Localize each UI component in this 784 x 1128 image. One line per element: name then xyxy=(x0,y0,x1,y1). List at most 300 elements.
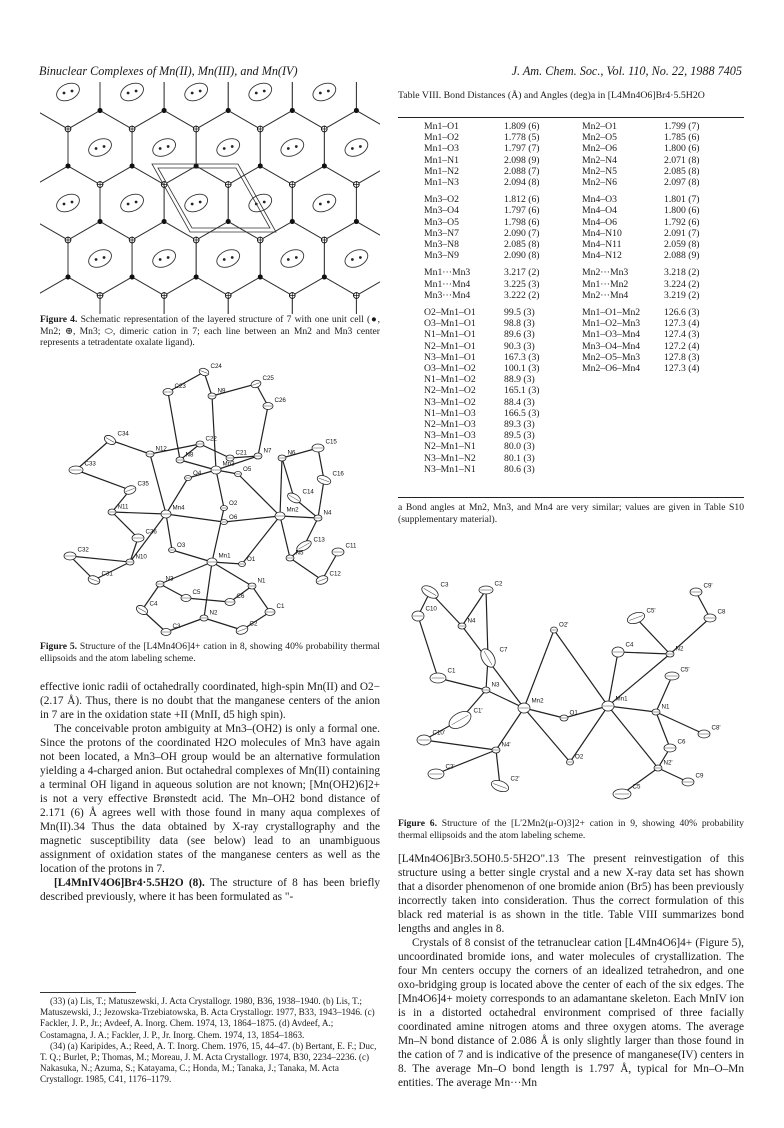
bond-line xyxy=(554,630,608,706)
bond-label-cell xyxy=(582,408,664,419)
atom-label: C2' xyxy=(510,775,520,783)
figure-4-layered-structure-diagram xyxy=(40,82,380,314)
atom-label: Mn2 xyxy=(286,506,299,514)
table-row xyxy=(424,194,724,205)
bond-label-cell: Mn2···Mn4 xyxy=(582,289,629,301)
bond-value-cell: 89.6 (3) xyxy=(504,329,535,341)
atom-label: C26 xyxy=(274,397,286,404)
atom-label: C11 xyxy=(345,542,356,550)
bond-value-cell: 126.6 (3) xyxy=(664,307,700,319)
dimeric-cation-icon xyxy=(342,246,371,271)
bond-label-cell: N1–Mn1–O1 xyxy=(424,329,476,341)
atom-label: Mn1 xyxy=(615,695,628,703)
table-row xyxy=(424,217,724,228)
atom-label: C1' xyxy=(473,707,483,715)
dimeric-cation-icon xyxy=(118,191,147,216)
bond-value-cell xyxy=(664,385,724,396)
atom-label: C5 xyxy=(632,783,641,791)
dimeric-cation-icon xyxy=(86,135,115,160)
figure-5-label: Figure 5. xyxy=(40,641,78,652)
figure-5-caption xyxy=(40,641,380,664)
atom-label: C6 xyxy=(236,593,245,600)
table-row xyxy=(424,419,724,430)
bond-line xyxy=(110,440,150,454)
bond-label-cell: Mn1···Mn4 xyxy=(424,278,471,290)
bond-label-cell: Mn4–N10 xyxy=(582,227,622,239)
bond-label-cell: Mn2–N5 xyxy=(582,165,617,177)
bond-line xyxy=(168,372,204,392)
dimeric-cation-icon xyxy=(310,191,339,216)
bond-value-cell: 1.797 (7) xyxy=(504,143,540,155)
dimeric-cation-icon xyxy=(246,191,275,216)
bond-label-cell: O3–Mn1–O1 xyxy=(424,318,476,330)
mn2-site-icon xyxy=(226,108,231,113)
bond-line xyxy=(280,516,318,518)
bond-line xyxy=(618,652,670,654)
atom-label: O2' xyxy=(559,621,569,629)
bond-label-cell: Mn4–N12 xyxy=(582,250,622,262)
atom-label: N10 xyxy=(135,553,147,561)
bond-label-cell: Mn1···Mn3 xyxy=(424,267,471,279)
table-row xyxy=(424,155,724,166)
table-row xyxy=(424,453,724,464)
bond-line xyxy=(172,550,212,562)
atom-label: C2 xyxy=(249,620,258,628)
left-column-text xyxy=(40,680,380,904)
atom-label: N3 xyxy=(491,681,500,689)
bond-value-cell: 127.8 (3) xyxy=(664,351,700,363)
bond-line xyxy=(280,516,290,558)
bond-line xyxy=(486,590,488,658)
bond-value-cell: 1.798 (6) xyxy=(504,216,540,228)
dimeric-cation-icon xyxy=(118,82,147,104)
bond-label-cell: N3–Mn1–O1 xyxy=(424,351,476,363)
table-row xyxy=(424,329,724,340)
table-row xyxy=(424,279,724,290)
atom-label: C9 xyxy=(695,772,704,780)
bond-label-cell: Mn1–O3 xyxy=(424,143,459,155)
table-top-rule xyxy=(398,117,744,118)
table-8-body xyxy=(424,121,724,475)
mn2-site-icon xyxy=(98,108,103,113)
table-8-title xyxy=(398,90,744,102)
footnote-34: (34) (a) Karipides, A.; Reed, A. T. Inorg. Chem. 1976, 15, 44–47. (b) Bertant, E. F.; Duc, T. Q.; Burlet, P.; Thomas, M.; Moreau, J. M. Acta Crystallogr. 1974, B30, 2234–2236. (c) Nakasuka, N.; Azuma, S.; Katayama, C.; Honda, M.; Tanaka, J.; Tanaka, M. Acta Crystallogr. 1985, C41, 1176–1179. xyxy=(40,1040,377,1085)
bond-line xyxy=(76,470,130,490)
figure-6-caption-text: Structure of the [L′2Mn2(μ-O)3]2+ cation in 9, showing 40% probability thermal ellipsoids and the atom labeling scheme. xyxy=(398,818,744,841)
atom-label: N4' xyxy=(501,741,511,749)
dimeric-cation-icon xyxy=(54,82,83,104)
bond-label-cell: Mn2–O1 xyxy=(582,121,617,132)
bond-label-cell: Mn3–O4 xyxy=(424,205,459,217)
atom-label: C36 xyxy=(145,528,157,536)
bond-label-cell xyxy=(582,441,664,452)
atom-label: C14 xyxy=(302,488,314,496)
hex-cell xyxy=(40,111,68,185)
bond-value-cell: 1.792 (6) xyxy=(664,216,700,228)
atom-label: O5 xyxy=(243,466,252,473)
bond-line xyxy=(212,562,252,586)
table-row xyxy=(424,385,724,396)
bond-line xyxy=(204,618,242,630)
mn2-site-icon xyxy=(322,275,327,280)
bond-value-cell: 3.222 (2) xyxy=(504,289,540,301)
hex-cell xyxy=(196,111,260,185)
bond-label-cell: Mn1–N1 xyxy=(424,154,459,166)
figure-4-caption xyxy=(40,314,380,349)
bond-label-cell: Mn2–N4 xyxy=(582,154,617,166)
hex-cell xyxy=(196,222,260,296)
table-row xyxy=(424,307,724,318)
bond-label-cell: Mn3–N9 xyxy=(424,250,459,262)
bond-value-cell: 1.800 (6) xyxy=(664,205,700,217)
mn2-site-icon xyxy=(162,108,167,113)
atom-label: Mn2 xyxy=(531,697,544,705)
atom-label: N9 xyxy=(217,387,226,395)
mn2-site-icon xyxy=(322,164,327,169)
dimeric-cation-icon xyxy=(214,135,243,160)
bond-value-cell: 1.801 (7) xyxy=(664,194,700,206)
hex-cell xyxy=(260,111,324,185)
bond-value-cell: 3.225 (3) xyxy=(504,278,540,290)
bond-label-cell: Mn4–O4 xyxy=(582,205,617,217)
hex-cell xyxy=(68,222,132,296)
bond-value-cell: 127.4 (3) xyxy=(664,329,700,341)
table-bottom-rule xyxy=(398,497,744,498)
bond-label-cell: Mn3–N8 xyxy=(424,239,459,251)
bond-line xyxy=(608,706,658,768)
bond-label-cell xyxy=(582,419,664,430)
atom-label: C1 xyxy=(447,667,456,675)
atom-label: O2 xyxy=(229,500,238,507)
hex-cell xyxy=(40,222,68,296)
bond-value-cell: 165.1 (3) xyxy=(504,385,540,397)
bond-label-cell: O3–Mn1–O2 xyxy=(424,363,476,375)
atom-label: N6 xyxy=(287,449,296,457)
table-row xyxy=(424,441,724,452)
hex-cell xyxy=(132,222,196,296)
atom-label: O1 xyxy=(569,709,578,717)
dimeric-cation-icon xyxy=(182,82,211,104)
atom-label: N11 xyxy=(117,503,129,511)
table-row xyxy=(424,228,724,239)
atom-label: C22 xyxy=(205,435,217,443)
bond-label-cell: Mn2···Mn3 xyxy=(582,267,629,279)
bond-label-cell xyxy=(582,453,664,464)
bond-line xyxy=(186,598,230,602)
table-row xyxy=(424,363,724,374)
table-row xyxy=(424,464,724,475)
atom-label: C10 xyxy=(425,605,437,613)
bond-line xyxy=(238,474,280,516)
bond-label-cell: N1–Mn1–O3 xyxy=(424,407,476,419)
figure-4-caption-text: Schematic representation of the layered structure of 7 with one unit cell (●, Mn2; ⊕, Mn3; ⬭, dimeric cation in 7; each line between an Mn2 and Mn3 center represents a tetradentate oxalate ligand). xyxy=(40,314,380,349)
bond-value-cell xyxy=(664,464,724,475)
figure-6-ortep-structure xyxy=(404,572,744,810)
atom-label: C24 xyxy=(210,363,222,370)
hex-cell xyxy=(292,166,356,240)
running-header-left: Binuclear Complexes of Mn(II), Mn(III), and Mn(IV) xyxy=(39,64,298,78)
bond-value-cell: 80.1 (3) xyxy=(504,452,535,464)
mn2-site-icon xyxy=(290,219,295,224)
hex-cell xyxy=(292,277,356,314)
bond-label-cell: Mn4–N11 xyxy=(582,239,622,251)
atom-label: C31 xyxy=(101,570,113,578)
bond-label-cell: Mn2–O5–Mn3 xyxy=(582,351,641,363)
figure-6-label: Figure 6. xyxy=(398,818,437,829)
bond-value-cell: 167.3 (3) xyxy=(504,351,540,363)
atom-label: C3 xyxy=(172,623,181,630)
bond-label-cell: N3–Mn1–O3 xyxy=(424,430,476,442)
bond-value-cell: 166.5 (3) xyxy=(504,407,540,419)
table-row xyxy=(424,352,724,363)
atom-label: C4 xyxy=(625,641,634,649)
atom-label: C7 xyxy=(499,646,508,654)
paragraph: [L4Mn4O6]Br3.5OH0.5·5H2O".13 The present reinvestigation of this structure using a better single crystal and a new X-ray data set has shown that a disorder phenomenon of one bromide anion (Br5) has been previously incorrectly taken into consideration. Thus the correct formulation of this black red material is as shown in the title. Table VIII summarizes bond lengths and angles in 8. xyxy=(398,853,744,935)
bond-label-cell: Mn1–O1 xyxy=(424,121,459,132)
bond-value-cell: 3.224 (2) xyxy=(664,278,700,290)
atom-label: N12 xyxy=(155,445,167,453)
bond-label-cell: Mn3–O5 xyxy=(424,216,459,228)
atom-label: C3' xyxy=(445,763,455,771)
atom-label: C21 xyxy=(235,449,247,457)
atom-label: N4 xyxy=(323,509,332,517)
bond-value-cell: 2.059 (8) xyxy=(664,239,700,251)
dimeric-cation-icon xyxy=(182,191,211,216)
table-title-text: Table VIII. Bond Distances (Å) and Angles (deg)a in [L4Mn4O6]Br4·5.5H2O xyxy=(398,90,705,101)
bond-label-cell xyxy=(582,464,664,475)
bond-label-cell: Mn1–O3–Mn4 xyxy=(582,329,641,341)
atom-label: C3 xyxy=(440,581,449,589)
atom-label: N2 xyxy=(675,645,684,653)
table-row xyxy=(424,397,724,408)
table-row xyxy=(424,267,724,278)
bond-value-cell: 127.3 (4) xyxy=(664,318,700,330)
bond-label-cell: Mn2–O5 xyxy=(582,132,617,144)
bond-value-cell: 2.097 (8) xyxy=(664,177,700,189)
bond-label-cell: N2–Mn1–O2 xyxy=(424,385,476,397)
bond-value-cell: 80.6 (3) xyxy=(504,463,535,475)
right-column-text xyxy=(398,852,744,1090)
figure-5-caption-text: Structure of the [L4Mn4O6]4+ cation in 8, showing 40% probability thermal ellipsoids and the atom labeling scheme. xyxy=(40,641,380,664)
mn2-site-icon xyxy=(226,219,231,224)
bond-value-cell: 2.085 (8) xyxy=(664,165,700,177)
mn2-site-icon xyxy=(130,275,135,280)
atom-label: N7 xyxy=(263,447,272,455)
hex-cell xyxy=(356,277,380,314)
bond-value-cell xyxy=(664,419,724,430)
atom-label: C35 xyxy=(137,480,149,488)
bond-label-cell xyxy=(582,385,664,396)
dimeric-cation-icon xyxy=(310,82,339,104)
atom-label: Mn4 xyxy=(172,504,185,512)
mn2-site-icon xyxy=(354,219,359,224)
atom-label: C1 xyxy=(276,603,285,610)
bond-value-cell xyxy=(664,430,724,441)
atom-label: C12 xyxy=(329,570,341,578)
mn2-site-icon xyxy=(162,219,167,224)
bond-value-cell: 3.218 (2) xyxy=(664,267,700,279)
bond-value-cell: 88.4 (3) xyxy=(504,396,535,408)
table-row xyxy=(424,290,724,301)
atom-label: C8' xyxy=(711,724,721,732)
bond-value-cell: 127.3 (4) xyxy=(664,363,700,375)
bond-value-cell: 89.3 (3) xyxy=(504,419,535,431)
bond-line xyxy=(282,458,294,498)
bond-value-cell: 2.085 (8) xyxy=(504,239,540,251)
bond-value-cell: 2.090 (8) xyxy=(504,250,540,262)
mn2-site-icon xyxy=(354,108,359,113)
dimeric-cation-icon xyxy=(214,246,243,271)
table-row xyxy=(424,166,724,177)
atom-label: C33 xyxy=(84,460,96,468)
bond-label-cell: Mn1–O1–Mn2 xyxy=(582,307,641,319)
bond-table xyxy=(424,121,724,475)
bond-value-cell: 3.217 (2) xyxy=(504,267,540,279)
atom-label: N3 xyxy=(165,575,174,583)
bond-line xyxy=(212,396,216,470)
bond-label-cell: Mn4–O3 xyxy=(582,194,617,206)
running-header-right: J. Am. Chem. Soc., Vol. 110, No. 22, 1988 7405 xyxy=(511,64,742,78)
bond-label-cell xyxy=(582,430,664,441)
bond-line xyxy=(608,706,656,712)
bond-line xyxy=(524,630,554,708)
bond-value-cell: 2.091 (7) xyxy=(664,227,700,239)
bond-value-cell xyxy=(664,408,724,419)
hex-cell xyxy=(100,166,164,240)
bond-label-cell: Mn2–O6–Mn4 xyxy=(582,363,641,375)
bond-line xyxy=(486,690,524,708)
paragraph: The structure of 8 has been briefly described previously, where it has been formulated as "- xyxy=(40,877,380,903)
atom-label: Mn3 xyxy=(222,460,235,468)
atom-label: C5' xyxy=(646,607,656,615)
table-row xyxy=(424,239,724,250)
bond-value-cell: 1.778 (5) xyxy=(504,132,540,144)
bond-value-cell: 1.797 (6) xyxy=(504,205,540,217)
atom-label: C4 xyxy=(149,600,158,608)
dimeric-cation-icon xyxy=(246,82,275,104)
figure-4-label: Figure 4. xyxy=(40,314,78,325)
paragraph: The conceivable proton ambiguity at Mn3–(OH2) is only a formal one. Since the protons of the coordinated H2O molecules of Mn3 have again not been located, a Mn3–OH group would be an alternative formulation yielding a 4-charged anion. But octahedral complexes of Mn(II) containing a terminal OH ligand in aqueous solution are not known; [Mn(OH2)6]2+ is not a very effective Brønstedt acid. The Mn–OH2 bond distance of 2.171 (6) Å agrees well with those found in many aqua complexes of Mn(II).34 Thus the data obtained by X-ray crystallography and the magnetic susceptibility data (see below) lead to an unambiguous assignment of oxidation states of the manganese centers as well as the location of the protons in 7. xyxy=(40,723,380,875)
bond-line xyxy=(112,512,138,538)
hex-cell xyxy=(164,82,228,129)
bond-value-cell: 88.9 (3) xyxy=(504,374,535,386)
atom-label: N2 xyxy=(209,609,218,617)
bond-line xyxy=(290,558,322,580)
bond-value-cell: 2.098 (9) xyxy=(504,154,540,166)
bond-value-cell: 100.1 (3) xyxy=(504,363,540,375)
dimeric-cation-icon xyxy=(278,246,307,271)
bond-value-cell: 127.2 (4) xyxy=(664,340,700,352)
hex-cell xyxy=(356,166,380,240)
atom-label: C6 xyxy=(677,738,686,746)
atom-label: N4 xyxy=(467,617,476,625)
dimeric-cation-icon xyxy=(54,191,83,216)
atom-label: N8 xyxy=(185,451,194,459)
bond-value-cell: 1.800 (6) xyxy=(664,143,700,155)
table-row xyxy=(424,341,724,352)
atom-label: C5' xyxy=(680,666,690,674)
bond-value-cell: 1.785 (6) xyxy=(664,132,700,144)
atom-label: C16 xyxy=(332,470,344,478)
atom-label: O3 xyxy=(177,542,186,549)
table-row xyxy=(424,408,724,419)
atom-label: C32 xyxy=(77,546,89,554)
atom-label: O2 xyxy=(575,753,584,761)
unit-cell-outline xyxy=(152,164,276,232)
dimeric-cation-icon xyxy=(342,135,371,160)
bond-line xyxy=(216,470,224,508)
paragraph: effective ionic radii of octahedrally coordinated, high-spin Mn(II) and O2− (2.17 Å). Thus, there is no doubt that the manganese centers of the anion in 7 are in the oxidation state +II (MnII, d5 high spin). xyxy=(40,681,380,721)
mn2-site-icon xyxy=(130,164,135,169)
bond-line xyxy=(166,514,224,522)
bond-label-cell: Mn2–O6 xyxy=(582,143,617,155)
bond-label-cell: Mn3–N7 xyxy=(424,227,459,239)
hex-cell xyxy=(100,82,164,129)
footnotes xyxy=(40,996,380,1086)
bond-value-cell xyxy=(664,453,724,464)
bond-label-cell: N3–Mn1–N2 xyxy=(424,452,476,464)
hex-cell xyxy=(68,111,132,185)
bond-line xyxy=(636,618,670,654)
bond-value-cell xyxy=(664,441,724,452)
hex-cell xyxy=(132,111,196,185)
table-row xyxy=(424,250,724,261)
atom-label: C9' xyxy=(703,582,713,590)
bond-value-cell: 1.799 (7) xyxy=(664,121,700,132)
table-8-footnote: a Bond angles at Mn2, Mn3, and Mn4 are very similar; values are given in Table S10 (supplementary material). xyxy=(398,502,744,525)
bond-value-cell: 1.809 (6) xyxy=(504,121,540,132)
dimeric-cation-icon xyxy=(150,135,179,160)
atom-label: O6 xyxy=(229,514,238,521)
section-heading: [L4MnIV4O6]Br4·5.5H2O (8). xyxy=(54,877,205,889)
hex-cell xyxy=(228,82,292,129)
mn2-site-icon xyxy=(98,219,103,224)
bond-value-cell: 80.0 (3) xyxy=(504,441,535,453)
table-row xyxy=(424,374,724,385)
figure-5-ortep-structure xyxy=(56,350,356,636)
bond-line xyxy=(418,616,438,678)
atom-label: C15 xyxy=(325,438,337,446)
bond-label-cell: N3–Mn1–O2 xyxy=(424,396,476,408)
bond-value-cell: 89.5 (3) xyxy=(504,430,535,442)
bond-value-cell xyxy=(664,374,724,385)
mn2-site-icon xyxy=(194,275,199,280)
bond-line xyxy=(166,514,172,550)
table-row xyxy=(424,143,724,154)
table-row xyxy=(424,177,724,188)
bond-value-cell: 2.094 (8) xyxy=(504,177,540,189)
atom-label: N5 xyxy=(295,549,304,557)
mn2-site-icon xyxy=(66,275,71,280)
bond-label-cell xyxy=(582,374,664,385)
footnote-rule xyxy=(40,992,136,993)
atom-label: C10' xyxy=(432,729,446,737)
bond-label-cell: N3–Mn1–N1 xyxy=(424,463,476,475)
bond-line xyxy=(150,454,166,514)
atom-label: C25 xyxy=(262,375,274,382)
figure-6-caption xyxy=(398,818,744,841)
bond-label-cell: N2–Mn1–O3 xyxy=(424,419,476,431)
atom-label: Mn1 xyxy=(218,552,231,560)
bond-value-cell: 90.3 (3) xyxy=(504,340,535,352)
atom-label: N1 xyxy=(257,577,266,585)
bond-value-cell: 2.090 (7) xyxy=(504,227,540,239)
hex-cell xyxy=(100,277,164,314)
bond-value-cell: 99.5 (3) xyxy=(504,307,535,319)
bond-label-cell: N2–Mn1–N1 xyxy=(424,441,476,453)
bond-value-cell: 98.8 (3) xyxy=(504,318,535,330)
bond-line xyxy=(70,556,130,562)
